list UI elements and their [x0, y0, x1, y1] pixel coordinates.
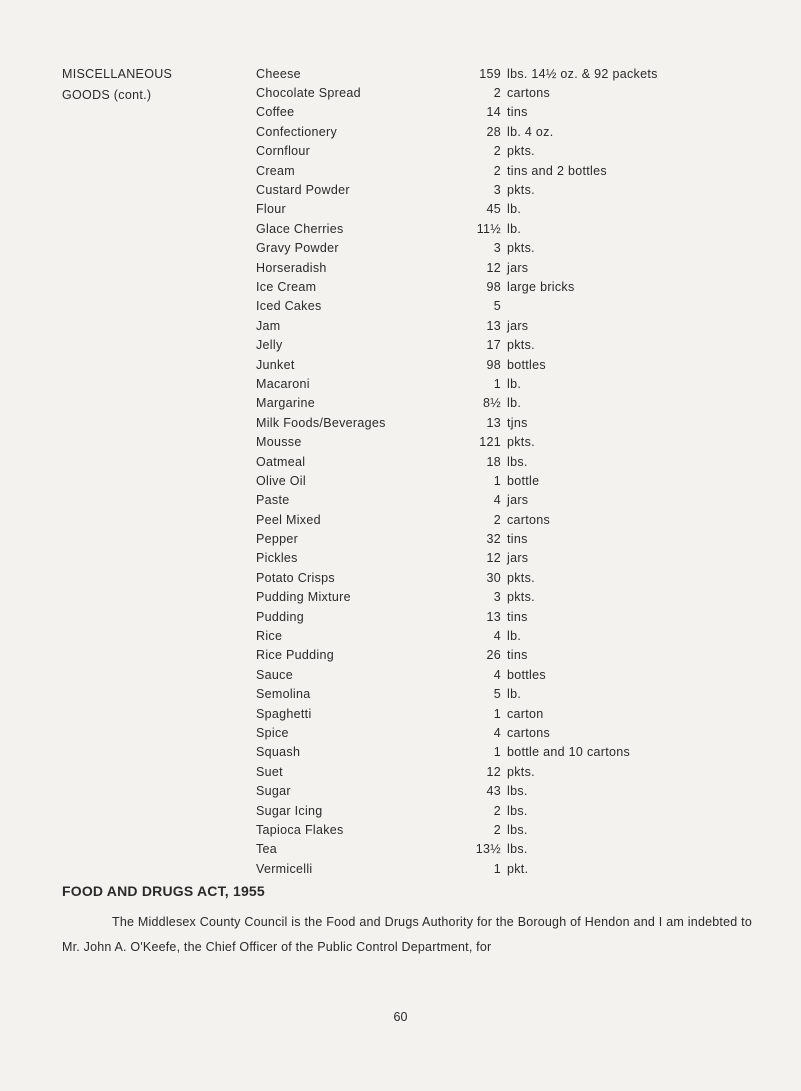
item-qty: 3 [493, 183, 501, 198]
list-item [256, 723, 776, 742]
section-label-line-1: MISCELLANEOUS [62, 67, 173, 81]
item-qty: 18 [486, 454, 501, 469]
item-qty: 26 [486, 648, 501, 663]
list-item [256, 200, 776, 219]
item-unit: pkts. [507, 764, 535, 779]
section-heading: FOOD AND DRUGS ACT, 1955 [62, 883, 265, 899]
item-name: Tapioca Flakes [256, 822, 344, 837]
list-item [256, 432, 776, 451]
item-name: Gravy Powder [256, 241, 339, 256]
item-name: Jelly [256, 338, 283, 353]
list-item [256, 510, 776, 529]
item-qty: 2 [493, 803, 501, 818]
item-unit: bottles [507, 667, 546, 682]
item-unit: carton [507, 706, 544, 721]
item-unit: tins [507, 648, 528, 663]
item-qty: 30 [486, 570, 501, 585]
item-unit: lb. [507, 396, 522, 411]
item-qty: 1 [493, 861, 501, 876]
item-qty: 12 [486, 260, 501, 275]
list-item [256, 180, 776, 199]
item-qty: 5 [493, 299, 501, 314]
list-item [256, 83, 776, 102]
list-item [256, 297, 776, 316]
item-name: Macaroni [256, 376, 310, 391]
item-name: Spice [256, 725, 289, 740]
item-unit: pkts. [507, 241, 535, 256]
item-qty: 4 [493, 493, 501, 508]
list-item [256, 491, 776, 510]
item-qty: 4 [493, 629, 501, 644]
list-item [256, 743, 776, 762]
item-unit: large bricks [507, 279, 575, 294]
item-name: Iced Cakes [256, 299, 322, 314]
list-item [256, 122, 776, 141]
item-name: Chocolate Spread [256, 86, 361, 101]
item-name: Sauce [256, 667, 293, 682]
item-qty: 2 [493, 163, 501, 178]
items-list [256, 64, 776, 878]
item-name: Coffee [256, 105, 295, 120]
item-unit: jars [507, 493, 529, 508]
item-qty: 12 [486, 551, 501, 566]
item-unit: lbs. [507, 803, 528, 818]
page-number: 60 [393, 1010, 408, 1024]
item-unit: lbs. [507, 454, 528, 469]
item-name: Mousse [256, 435, 302, 450]
list-item [256, 64, 776, 83]
item-qty: 4 [493, 725, 501, 740]
item-qty: 14 [486, 105, 501, 120]
list-item [256, 626, 776, 645]
list-item [256, 394, 776, 413]
item-unit: pkts. [507, 183, 535, 198]
item-name: Margarine [256, 396, 315, 411]
list-item [256, 219, 776, 238]
item-qty: 12 [486, 764, 501, 779]
item-qty: 8½ [483, 396, 501, 411]
item-qty: 98 [486, 279, 501, 294]
item-unit: lb. [507, 687, 522, 702]
item-unit: bottles [507, 357, 546, 372]
item-unit: bottle and 10 cartons [507, 745, 631, 760]
item-unit: lbs. [507, 784, 528, 799]
list-item [256, 239, 776, 258]
item-unit: lb. [507, 376, 522, 391]
list-item [256, 355, 776, 374]
item-qty: 121 [479, 435, 501, 450]
item-name: Pudding Mixture [256, 590, 351, 605]
list-item [256, 646, 776, 665]
item-name: Olive Oil [256, 473, 306, 488]
item-name: Suet [256, 764, 283, 779]
item-name: Horseradish [256, 260, 327, 275]
item-qty: 2 [493, 86, 501, 101]
item-unit: tins [507, 105, 528, 120]
item-name: Peel Mixed [256, 512, 321, 527]
list-item [256, 529, 776, 548]
list-item [256, 258, 776, 277]
item-qty: 2 [493, 822, 501, 837]
item-name: Semolina [256, 687, 311, 702]
item-unit: tjns [507, 415, 528, 430]
list-item [256, 607, 776, 626]
item-name: Rice [256, 629, 283, 644]
list-item [256, 413, 776, 432]
item-qty: 3 [493, 241, 501, 256]
item-unit: lb. [507, 629, 522, 644]
item-name: Potato Crisps [256, 570, 335, 585]
item-name: Sugar [256, 784, 291, 799]
item-name: Jam [256, 318, 281, 333]
item-unit: tins [507, 609, 528, 624]
list-item [256, 452, 776, 471]
item-name: Rice Pudding [256, 648, 334, 663]
list-item [256, 471, 776, 490]
item-qty: 13 [486, 609, 501, 624]
item-qty: 1 [493, 706, 501, 721]
item-unit: lb. 4 oz. [507, 124, 554, 139]
item-name: Cream [256, 163, 296, 178]
item-name: Flour [256, 202, 286, 217]
list-item [256, 859, 776, 878]
item-qty: 98 [486, 357, 501, 372]
item-qty: 32 [486, 532, 501, 547]
section-label [62, 64, 172, 105]
list-item [256, 820, 776, 839]
item-qty: 28 [486, 124, 501, 139]
item-unit: tins [507, 532, 528, 547]
item-name: Squash [256, 745, 301, 760]
item-qty: 1 [493, 473, 501, 488]
item-qty: 13 [486, 318, 501, 333]
item-unit: pkts. [507, 338, 535, 353]
item-name: Glace Cherries [256, 221, 344, 236]
list-item [256, 277, 776, 296]
item-name: Pudding [256, 609, 304, 624]
list-item [256, 161, 776, 180]
list-item [256, 704, 776, 723]
item-name: Junket [256, 357, 295, 372]
item-unit: jars [507, 260, 529, 275]
section-label-line-2: GOODS (cont.) [62, 87, 152, 102]
item-name: Cheese [256, 66, 301, 81]
list-item [256, 801, 776, 820]
item-name: Tea [256, 842, 278, 857]
item-unit: jars [507, 318, 529, 333]
item-name: Milk Foods/Beverages [256, 415, 386, 430]
item-qty: 11½ [476, 221, 501, 236]
item-qty: 13½ [475, 842, 501, 857]
item-unit: pkts. [507, 435, 535, 450]
item-name: Custard Powder [256, 183, 350, 198]
item-unit: cartons [507, 86, 551, 101]
item-qty: 17 [486, 338, 501, 353]
list-item [256, 316, 776, 335]
item-unit: tins and 2 bottles [507, 163, 607, 178]
list-item [256, 762, 776, 781]
item-qty: 1 [493, 745, 501, 760]
list-item [256, 568, 776, 587]
item-unit: cartons [507, 512, 551, 527]
item-name: Cornflour [256, 144, 311, 159]
item-unit: lb. [507, 221, 522, 236]
item-name: Pickles [256, 551, 298, 566]
item-name: Pepper [256, 532, 299, 547]
list-item [256, 142, 776, 161]
item-unit: pkts. [507, 590, 535, 605]
item-qty: 5 [493, 687, 501, 702]
item-unit: pkt. [507, 861, 529, 876]
item-qty: 45 [486, 202, 501, 217]
item-name: Spaghetti [256, 706, 312, 721]
item-qty: 3 [493, 590, 501, 605]
item-name: Sugar Icing [256, 803, 323, 818]
item-qty: 4 [493, 667, 501, 682]
list-item [256, 840, 776, 859]
list-item [256, 588, 776, 607]
item-name: Paste [256, 493, 290, 508]
list-item [256, 549, 776, 568]
item-qty: 2 [493, 144, 501, 159]
item-unit: lbs. 14½ oz. & 92 packets [507, 66, 658, 81]
item-name: Ice Cream [256, 279, 317, 294]
item-qty: 1 [493, 376, 501, 391]
item-unit: bottle [507, 473, 540, 488]
list-item [256, 335, 776, 354]
list-item [256, 665, 776, 684]
item-unit: pkts. [507, 144, 535, 159]
item-unit: cartons [507, 725, 551, 740]
item-qty: 13 [486, 415, 501, 430]
list-item [256, 374, 776, 393]
item-name: Oatmeal [256, 454, 306, 469]
item-unit: pkts. [507, 570, 535, 585]
body-paragraph: The Middlesex County Council is the Food and Drugs Authority for the Borough of Hendon and I am indebted to Mr. John A. O'Keefe, the Chief Officer of the Public Control Department, for [62, 915, 752, 954]
item-name: Vermicelli [256, 861, 313, 876]
item-qty: 159 [479, 66, 501, 81]
list-item [256, 685, 776, 704]
item-unit: lbs. [507, 822, 528, 837]
item-qty: 2 [493, 512, 501, 527]
item-unit: lbs. [507, 842, 528, 857]
item-unit: jars [507, 551, 529, 566]
list-item [256, 781, 776, 800]
item-qty: 43 [486, 784, 501, 799]
list-item [256, 103, 776, 122]
item-name: Confectionery [256, 124, 338, 139]
item-unit: lb. [507, 202, 522, 217]
